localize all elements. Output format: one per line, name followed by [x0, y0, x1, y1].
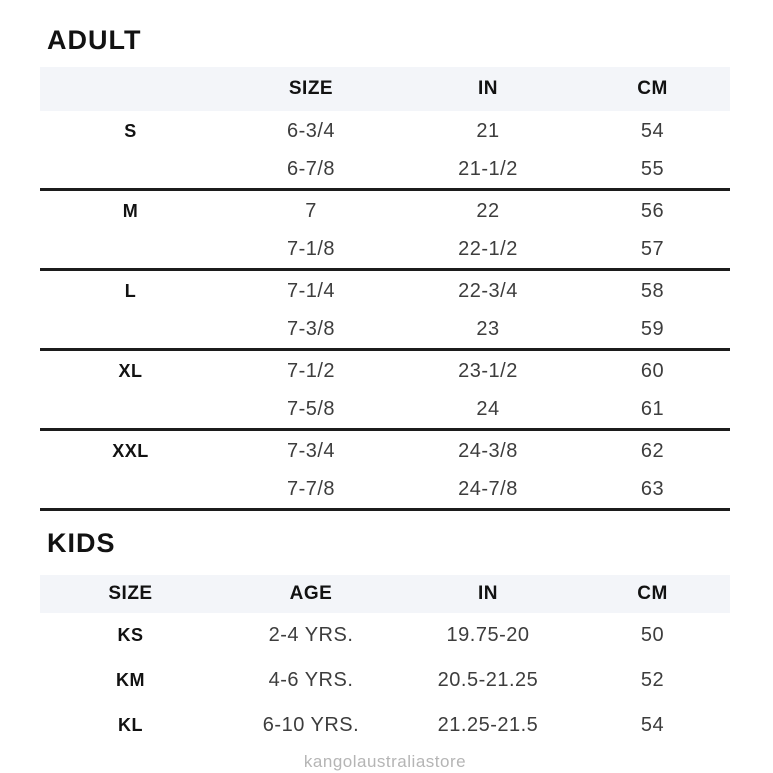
inches-value: 21 — [476, 119, 500, 142]
cm-value: 54 — [640, 119, 665, 142]
inches-value: 22 — [476, 199, 500, 222]
age-value: 2-4 YRS. — [268, 624, 354, 646]
kids-header-cm: CM — [637, 583, 668, 604]
size-group-label: M — [122, 200, 139, 221]
hat-size-value: 7-5/8 — [286, 398, 336, 420]
inches-value: 24 — [476, 398, 500, 420]
hat-size-value: 6-3/4 — [286, 119, 336, 142]
inches-value: 23-1/2 — [458, 359, 518, 382]
size-group-label: XL — [118, 360, 143, 381]
hat-size-value: 7 — [305, 199, 317, 222]
kids-size-label: KM — [116, 670, 145, 690]
cm-value: 60 — [640, 359, 665, 382]
hat-size-value: 7-1/4 — [286, 279, 336, 302]
table-row — [40, 613, 730, 658]
cm-value: 55 — [640, 158, 665, 180]
cm-value: 52 — [640, 669, 665, 691]
adult-header-size: SIZE — [288, 78, 334, 99]
inches-value: 24-3/8 — [458, 439, 518, 462]
age-value: 4-6 YRS. — [268, 669, 354, 691]
size-group-label: S — [124, 120, 137, 141]
inches-value: 21.25-21.5 — [437, 714, 539, 736]
table-row — [40, 703, 730, 748]
table-row — [40, 351, 730, 391]
hat-size-value: 7-1/2 — [286, 359, 336, 382]
adult-header-in: IN — [478, 78, 498, 99]
kids-section-title: KIDS — [47, 528, 116, 558]
hat-size-value: 7-7/8 — [286, 478, 336, 500]
hat-size-value: 7-1/8 — [286, 238, 336, 260]
cm-value: 59 — [640, 318, 665, 340]
inches-value: 23 — [476, 318, 500, 340]
table-row — [40, 658, 730, 703]
size-group-label: L — [124, 280, 137, 301]
inches-value: 19.75-20 — [446, 624, 530, 646]
cm-value: 50 — [640, 624, 665, 646]
cm-value: 63 — [640, 478, 665, 500]
kids-header-in: IN — [478, 583, 498, 604]
hat-size-value: 7-3/8 — [286, 318, 336, 340]
kids-size-label: KS — [117, 625, 144, 645]
table-row — [40, 471, 730, 511]
cm-value: 56 — [640, 199, 665, 222]
table-row — [40, 231, 730, 271]
table-row — [40, 391, 730, 431]
kids-header-age: AGE — [289, 583, 333, 604]
inches-value: 20.5-21.25 — [437, 669, 539, 691]
table-row — [40, 151, 730, 191]
age-value: 6-10 YRS. — [262, 714, 360, 736]
size-group-label: XXL — [112, 440, 149, 461]
kids-size-table — [40, 575, 730, 748]
cm-value: 61 — [640, 398, 665, 420]
hat-size-value: 7-3/4 — [286, 439, 336, 462]
hat-size-value: 6-7/8 — [286, 158, 336, 180]
kids-table-header-row — [40, 575, 730, 613]
adult-section-title: ADULT — [47, 25, 142, 55]
kids-header-size: SIZE — [108, 583, 153, 604]
table-row — [40, 111, 730, 151]
adult-size-table — [40, 67, 730, 511]
adult-header-cm: CM — [637, 78, 668, 99]
cm-value: 54 — [640, 714, 665, 736]
cm-value: 57 — [640, 238, 665, 260]
inches-value: 22-1/2 — [458, 238, 518, 260]
table-row — [40, 431, 730, 471]
kids-size-label: KL — [118, 715, 143, 735]
store-watermark: kangolaustraliastore — [303, 752, 467, 771]
inches-value: 24-7/8 — [458, 478, 518, 500]
inches-value: 21-1/2 — [458, 158, 518, 180]
table-row — [40, 311, 730, 351]
adult-table-header-row — [40, 67, 730, 111]
table-row — [40, 191, 730, 231]
table-row — [40, 271, 730, 311]
inches-value: 22-3/4 — [458, 279, 518, 302]
cm-value: 62 — [640, 439, 665, 462]
cm-value: 58 — [640, 279, 665, 302]
